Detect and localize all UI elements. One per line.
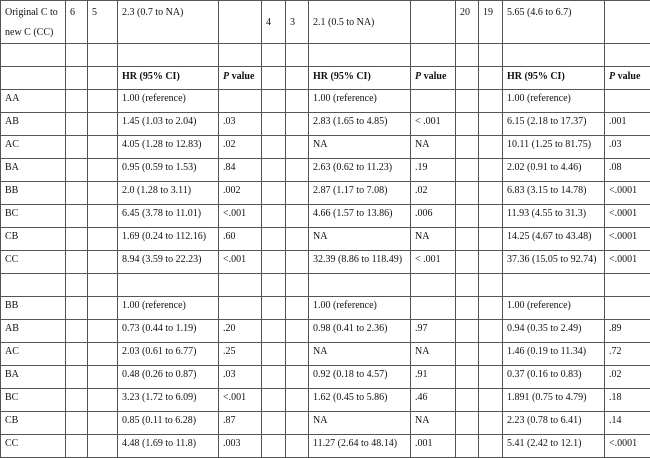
hr-value: 3.23 (1.72 to 6.09) <box>118 389 219 412</box>
empty-cell <box>88 67 118 90</box>
hr-value: NA <box>309 343 411 366</box>
hr-value: 1.62 (0.45 to 5.86) <box>309 389 411 412</box>
row-label: BB <box>1 297 66 320</box>
empty-cell <box>66 389 88 412</box>
empty-cell <box>262 228 286 251</box>
empty-cell <box>309 44 411 67</box>
empty-cell <box>456 205 479 228</box>
p-value: < .001 <box>411 113 456 136</box>
hr-value: 1.00 (reference) <box>503 90 605 113</box>
empty-cell <box>456 297 479 320</box>
p-value <box>411 90 456 113</box>
hr-value: 0.92 (0.18 to 4.57) <box>309 366 411 389</box>
empty-cell <box>66 228 88 251</box>
empty-cell <box>456 113 479 136</box>
p-value-header <box>219 67 262 90</box>
p-value: <.0001 <box>605 205 650 228</box>
empty-cell <box>88 44 118 67</box>
p-value: <.0001 <box>605 251 650 274</box>
p-value: .02 <box>219 136 262 159</box>
hr-value: 11.27 (2.64 to 48.14) <box>309 435 411 458</box>
table-row-original-c-to-new-c <box>1 1 650 44</box>
row-label: BA <box>1 366 66 389</box>
hr-value: 1.00 (reference) <box>503 297 605 320</box>
hr-value: 4.05 (1.28 to 12.83) <box>118 136 219 159</box>
empty-cell <box>88 297 118 320</box>
empty-cell <box>479 320 503 343</box>
empty-cell <box>88 159 118 182</box>
g2-empty <box>411 1 456 44</box>
empty-cell <box>456 228 479 251</box>
p-value: .001 <box>605 113 650 136</box>
empty-cell <box>262 366 286 389</box>
empty-cell <box>479 159 503 182</box>
row-label: CB <box>1 412 66 435</box>
p-value: < .001 <box>411 251 456 274</box>
empty-cell <box>88 205 118 228</box>
empty-cell <box>479 366 503 389</box>
empty-cell <box>479 343 503 366</box>
hr-header: HR (95% CI) <box>118 67 219 90</box>
table-row <box>1 297 650 320</box>
hr-value: 8.94 (3.59 to 22.23) <box>118 251 219 274</box>
empty-cell <box>88 366 118 389</box>
empty-cell <box>262 435 286 458</box>
p-value <box>219 90 262 113</box>
empty-cell <box>286 320 309 343</box>
hr-value: 0.48 (0.26 to 0.87) <box>118 366 219 389</box>
empty-cell <box>456 343 479 366</box>
hr-value: 2.83 (1.65 to 4.85) <box>309 113 411 136</box>
p-value: .02 <box>605 366 650 389</box>
hr-value: 0.95 (0.59 to 1.53) <box>118 159 219 182</box>
p-value: NA <box>411 228 456 251</box>
empty-cell <box>456 159 479 182</box>
p-value: <.0001 <box>605 435 650 458</box>
empty-cell <box>262 320 286 343</box>
empty-cell <box>66 136 88 159</box>
empty-cell <box>605 274 650 297</box>
hr-value: 10.11 (1.25 to 81.75) <box>503 136 605 159</box>
empty-cell <box>286 343 309 366</box>
empty-cell <box>118 274 219 297</box>
empty-cell <box>262 297 286 320</box>
row-label: CB <box>1 228 66 251</box>
hr-value: 0.98 (0.41 to 2.36) <box>309 320 411 343</box>
row-label: BC <box>1 389 66 412</box>
p-value: .46 <box>411 389 456 412</box>
empty-cell <box>66 366 88 389</box>
table-row <box>1 435 650 458</box>
p-value: .003 <box>219 435 262 458</box>
empty-cell <box>66 205 88 228</box>
empty-cell <box>66 251 88 274</box>
empty-cell <box>262 159 286 182</box>
empty-cell <box>66 274 88 297</box>
empty-cell <box>286 67 309 90</box>
empty-cell <box>286 389 309 412</box>
empty-cell <box>456 251 479 274</box>
hr-value: 2.23 (0.78 to 6.41) <box>503 412 605 435</box>
row-label: AC <box>1 136 66 159</box>
empty-cell <box>262 67 286 90</box>
table-row <box>1 159 650 182</box>
p-value: .03 <box>219 366 262 389</box>
empty-cell <box>66 412 88 435</box>
blank-row <box>1 44 650 67</box>
empty-cell <box>66 44 88 67</box>
hr-header: HR (95% CI) <box>309 67 411 90</box>
hr-value: 6.45 (3.78 to 11.01) <box>118 205 219 228</box>
p-value-header <box>605 67 650 90</box>
empty-cell <box>262 343 286 366</box>
empty-cell <box>503 274 605 297</box>
empty-cell <box>88 136 118 159</box>
empty-cell <box>479 182 503 205</box>
hr-value: 1.00 (reference) <box>118 297 219 320</box>
empty-cell <box>286 366 309 389</box>
hr-value: 32.39 (8.86 to 118.49) <box>309 251 411 274</box>
empty-cell <box>456 44 479 67</box>
table-row <box>1 182 650 205</box>
empty-cell <box>479 389 503 412</box>
p-value: .001 <box>411 435 456 458</box>
empty-cell <box>479 67 503 90</box>
empty-cell <box>1 274 66 297</box>
header-row <box>1 67 650 90</box>
empty-cell <box>88 90 118 113</box>
p-value: <.001 <box>219 251 262 274</box>
empty-cell <box>88 274 118 297</box>
empty-cell <box>286 205 309 228</box>
p-value <box>219 297 262 320</box>
p-value <box>605 297 650 320</box>
empty-cell <box>286 182 309 205</box>
empty-cell <box>219 274 262 297</box>
empty-cell <box>262 113 286 136</box>
g1-empty <box>219 1 262 44</box>
empty-cell <box>262 274 286 297</box>
empty-cell <box>456 274 479 297</box>
empty-cell <box>88 435 118 458</box>
empty-cell <box>479 205 503 228</box>
empty-cell <box>1 44 66 67</box>
table-row <box>1 251 650 274</box>
empty-cell <box>479 90 503 113</box>
hr-value: 2.03 (0.61 to 6.77) <box>118 343 219 366</box>
p-italic: P <box>609 71 615 82</box>
empty-cell <box>479 251 503 274</box>
empty-cell <box>503 44 605 67</box>
row-label: BB <box>1 182 66 205</box>
empty-cell <box>456 182 479 205</box>
table-row <box>1 228 650 251</box>
p-value: NA <box>411 343 456 366</box>
g2-n2: 3 <box>286 1 309 44</box>
hr-value: 37.36 (15.05 to 92.74) <box>503 251 605 274</box>
p-value: .14 <box>605 412 650 435</box>
table-row <box>1 320 650 343</box>
row-label: BC <box>1 205 66 228</box>
empty-cell <box>286 136 309 159</box>
row-label: BA <box>1 159 66 182</box>
empty-cell <box>411 274 456 297</box>
p-value: .03 <box>219 113 262 136</box>
g1-hr: 2.3 (0.7 to NA) <box>118 1 219 44</box>
table-row <box>1 389 650 412</box>
table-row <box>1 90 650 113</box>
table-row <box>1 343 650 366</box>
hr-value: 2.87 (1.17 to 7.08) <box>309 182 411 205</box>
empty-cell <box>118 44 219 67</box>
row-label: CC <box>1 251 66 274</box>
p-value: <.001 <box>219 205 262 228</box>
p-value: .84 <box>219 159 262 182</box>
hr-value: NA <box>309 228 411 251</box>
empty-cell <box>66 320 88 343</box>
empty-cell <box>286 228 309 251</box>
empty-cell <box>479 136 503 159</box>
g3-empty <box>605 1 650 44</box>
p-value: .006 <box>411 205 456 228</box>
p-value: .02 <box>411 182 456 205</box>
empty-cell <box>286 274 309 297</box>
empty-cell <box>262 136 286 159</box>
empty-cell <box>88 412 118 435</box>
hr-value: 1.00 (reference) <box>118 90 219 113</box>
table-row <box>1 205 650 228</box>
p-value: .87 <box>219 412 262 435</box>
p-italic: P <box>223 71 229 82</box>
row-label: AB <box>1 113 66 136</box>
p-italic: P <box>415 71 421 82</box>
p-value: .97 <box>411 320 456 343</box>
g3-n2: 19 <box>479 1 503 44</box>
empty-cell <box>262 251 286 274</box>
empty-cell <box>286 435 309 458</box>
row-label: AA <box>1 90 66 113</box>
hr-value: 6.83 (3.15 to 14.78) <box>503 182 605 205</box>
hr-value: 4.48 (1.69 to 11.8) <box>118 435 219 458</box>
p-value <box>411 297 456 320</box>
empty-cell <box>286 412 309 435</box>
p-value: .25 <box>219 343 262 366</box>
hr-value: 0.37 (0.16 to 0.83) <box>503 366 605 389</box>
empty-cell <box>411 44 456 67</box>
p-value: .20 <box>219 320 262 343</box>
hr-value: 1.45 (1.03 to 2.04) <box>118 113 219 136</box>
p-value: <.0001 <box>605 182 650 205</box>
hr-value: 1.46 (0.19 to 11.34) <box>503 343 605 366</box>
p-rest: value <box>421 71 446 82</box>
empty-cell <box>605 44 650 67</box>
empty-cell <box>286 159 309 182</box>
empty-cell <box>88 389 118 412</box>
p-rest: value <box>615 71 640 82</box>
table-row <box>1 366 650 389</box>
empty-cell <box>88 228 118 251</box>
hr-value: NA <box>309 136 411 159</box>
empty-cell <box>286 113 309 136</box>
blank-row <box>1 274 650 297</box>
p-value: .08 <box>605 159 650 182</box>
empty-cell <box>88 320 118 343</box>
p-value: <.001 <box>219 389 262 412</box>
hr-value: 2.02 (0.91 to 4.46) <box>503 159 605 182</box>
p-value: NA <box>411 412 456 435</box>
empty-cell <box>262 205 286 228</box>
empty-cell <box>456 435 479 458</box>
empty-cell <box>262 90 286 113</box>
empty-cell <box>262 412 286 435</box>
row-label: AC <box>1 343 66 366</box>
p-value: <.0001 <box>605 228 650 251</box>
hr-value: 14.25 (4.67 to 43.48) <box>503 228 605 251</box>
hr-value: 4.66 (1.57 to 13.86) <box>309 205 411 228</box>
empty-cell <box>66 113 88 136</box>
empty-cell <box>66 297 88 320</box>
g2-hr: 2.1 (0.5 to NA) <box>309 1 411 44</box>
empty-cell <box>66 159 88 182</box>
hr-value: 5.41 (2.42 to 12.1) <box>503 435 605 458</box>
p-value: .60 <box>219 228 262 251</box>
empty-cell <box>456 412 479 435</box>
hr-value: 0.73 (0.44 to 1.19) <box>118 320 219 343</box>
p-value-header <box>411 67 456 90</box>
empty-cell <box>262 389 286 412</box>
p-value: .19 <box>411 159 456 182</box>
g3-n1: 20 <box>456 1 479 44</box>
hr-value: NA <box>309 412 411 435</box>
empty-cell <box>456 136 479 159</box>
p-value: .002 <box>219 182 262 205</box>
hr-value: 1.891 (0.75 to 4.79) <box>503 389 605 412</box>
hr-header: HR (95% CI) <box>503 67 605 90</box>
p-value: .72 <box>605 343 650 366</box>
g1-n2: 5 <box>88 1 118 44</box>
empty-cell <box>479 435 503 458</box>
empty-cell <box>219 44 262 67</box>
empty-cell <box>88 251 118 274</box>
p-value: .18 <box>605 389 650 412</box>
p-value: NA <box>411 136 456 159</box>
empty-cell <box>66 182 88 205</box>
empty-cell <box>456 90 479 113</box>
hr-value: 1.00 (reference) <box>309 90 411 113</box>
empty-cell <box>479 412 503 435</box>
p-value <box>605 90 650 113</box>
empty-cell <box>479 113 503 136</box>
empty-cell <box>479 297 503 320</box>
hr-value: 2.0 (1.28 to 3.11) <box>118 182 219 205</box>
p-rest: value <box>229 71 254 82</box>
p-value: .91 <box>411 366 456 389</box>
row-label: CC <box>1 435 66 458</box>
empty-cell <box>88 182 118 205</box>
empty-cell <box>262 182 286 205</box>
table-row <box>1 136 650 159</box>
p-value: .89 <box>605 320 650 343</box>
empty-cell <box>286 251 309 274</box>
hr-value: 0.85 (0.11 to 6.28) <box>118 412 219 435</box>
p-value: .03 <box>605 136 650 159</box>
empty-cell <box>309 274 411 297</box>
empty-cell <box>88 113 118 136</box>
hr-value: 1.00 (reference) <box>309 297 411 320</box>
empty-cell <box>456 320 479 343</box>
table-row <box>1 113 650 136</box>
row-label: Original C to new C (CC) <box>1 1 66 44</box>
empty-cell <box>286 297 309 320</box>
hr-value: 0.94 (0.35 to 2.49) <box>503 320 605 343</box>
empty-cell <box>286 90 309 113</box>
empty-cell <box>479 228 503 251</box>
empty-cell <box>456 67 479 90</box>
empty-cell <box>262 44 286 67</box>
table-row <box>1 412 650 435</box>
empty-cell <box>88 343 118 366</box>
empty-cell <box>479 274 503 297</box>
empty-cell <box>479 44 503 67</box>
empty-cell <box>66 343 88 366</box>
g2-n1: 4 <box>262 1 286 44</box>
empty-cell <box>456 366 479 389</box>
empty-cell <box>456 389 479 412</box>
empty-cell <box>66 435 88 458</box>
hr-value: 6.15 (2.18 to 17.37) <box>503 113 605 136</box>
empty-cell <box>286 44 309 67</box>
empty-cell <box>66 90 88 113</box>
row-label: AB <box>1 320 66 343</box>
hr-value: 11.93 (4.55 to 31.3) <box>503 205 605 228</box>
hr-value: 1.69 (0.24 to 112.16) <box>118 228 219 251</box>
g1-n1: 6 <box>66 1 88 44</box>
empty-cell <box>1 67 66 90</box>
g3-hr: 5.65 (4.6 to 6.7) <box>503 1 605 44</box>
empty-cell <box>66 67 88 90</box>
hr-value: 2.63 (0.62 to 11.23) <box>309 159 411 182</box>
